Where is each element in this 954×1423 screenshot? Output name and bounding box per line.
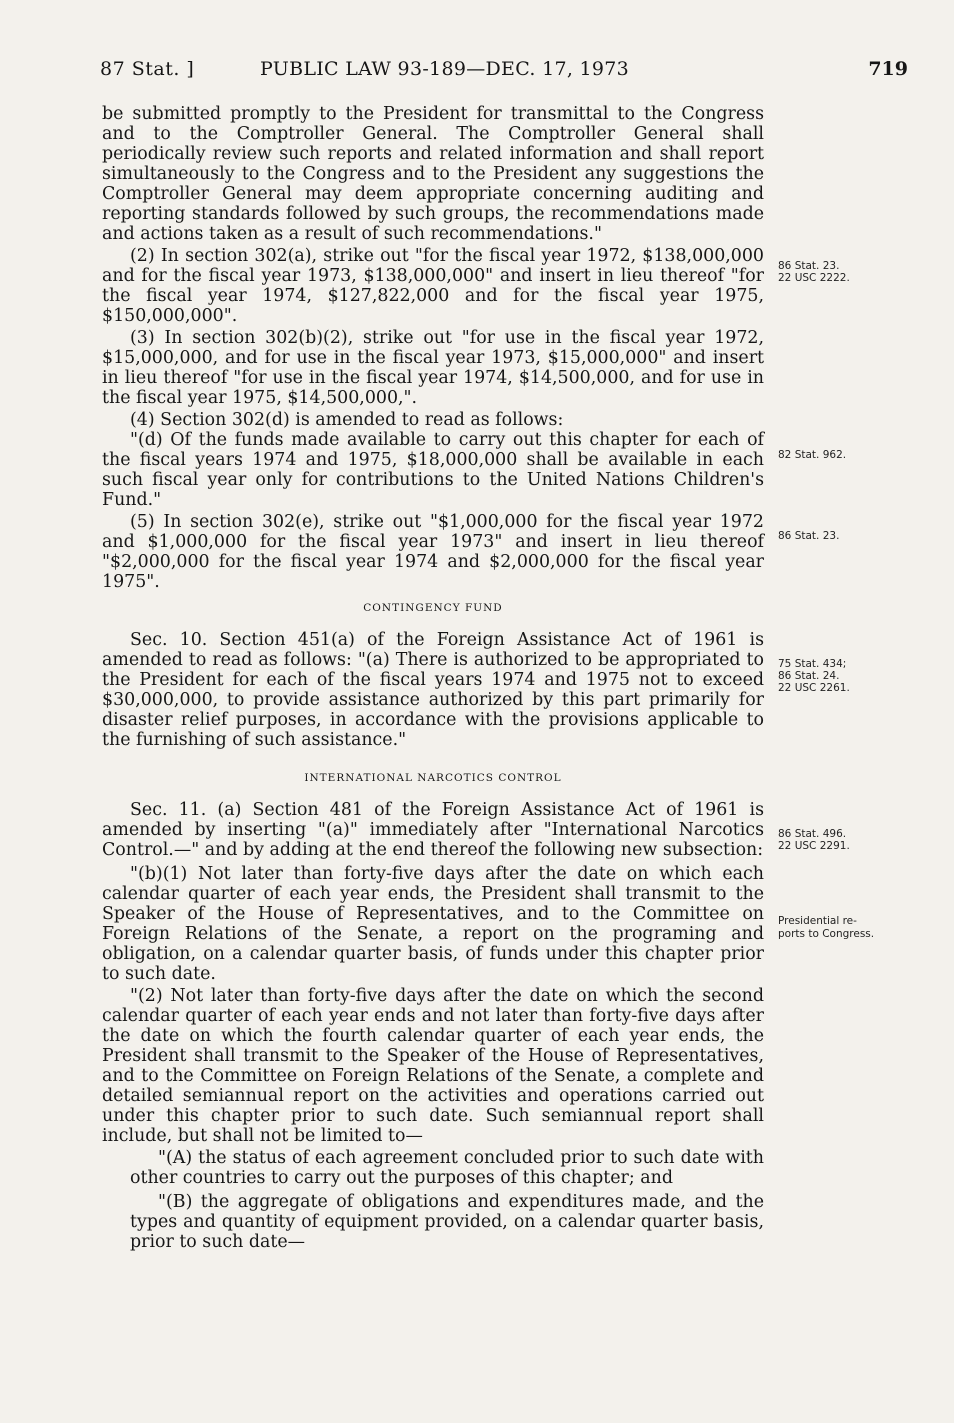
body-text <box>102 104 764 1252</box>
section-10: Sec. 10. Section 451(a) of the Foreign Assistance Act of 1961 is amended to read as follows: "(a) There is authorized to be appropriated to the President for each of the fiscal years 1974 and 1975 not to exceed $30,000,000, to provide assistance authorized by this part primarily for disaster relief purposes, in accordance with the provisions applicable to the furnishing of such assistance." <box>102 630 764 750</box>
heading-international-narcotics-control: INTERNATIONAL NARCOTICS CONTROL <box>304 772 562 784</box>
law-title: PUBLIC LAW 93-189—DEC. 17, 1973 <box>260 58 630 80</box>
margin-note-citation: 86 Stat. 23. <box>778 260 840 272</box>
margin-note-citation: 86 Stat. 496. <box>778 828 847 840</box>
margin-note-citation: 22 USC 2222. <box>778 272 850 284</box>
margin-note-topic: ports to Congress. <box>778 928 875 940</box>
margin-note-citation: 22 USC 2291. <box>778 840 850 852</box>
margin-note-topic: Presidential re- <box>778 915 857 927</box>
margin-note-citation: 22 USC 2261. <box>778 682 850 694</box>
paragraph-subsection-d: "(d) Of the funds made available to carry out this chapter for each of the fiscal years 1974 and 1975, $18,000,000 shall be available in each such fiscal year only for contributions to the United Nations Children's Fund." <box>102 430 764 510</box>
margin-note-citation: 82 Stat. 962. <box>778 449 847 461</box>
page-number: 719 <box>868 58 908 80</box>
heading-contingency-fund: CONTINGENCY FUND <box>363 602 503 614</box>
margin-note-citation: 75 Stat. 434; <box>778 658 847 670</box>
statute-volume: 87 Stat. ] <box>100 58 195 80</box>
paragraph-amendment-4: (4) Section 302(d) is amended to read as follows: <box>130 410 564 430</box>
clause-a: "(A) the status of each agreement concluded prior to such date with other countries to carry out the purposes of this chapter; and <box>130 1148 764 1188</box>
subsection-b-2: "(2) Not later than forty-five days after the date on which the second calendar quarter of each year ends and not later than forty-five days after the date on which the fourth calendar quarter of each year ends, the President shall transmit to the Speaker of the House of Representatives, and to the Committee on Foreign Relations of the Senate, a complete and detailed semiannual report on the activities and operations carried out under this chapter prior to such date. Such semiannual report shall include, but shall not be limited to— <box>102 986 764 1146</box>
paragraph-amendment-2: (2) In section 302(a), strike out "for the fiscal year 1972, $138,000,000 and for the fiscal year 1973, $138,000,000" and insert in lieu thereof "for the fiscal year 1974, $127,822,000 and for the fiscal year 1975, $150,000,000". <box>102 246 764 326</box>
margin-note-citation: 86 Stat. 23. <box>778 530 840 542</box>
clause-b: "(B) the aggregate of obligations and expenditures made, and the types and quantity of equipment provided, on a calendar quarter basis, prior to such date— <box>130 1192 764 1252</box>
subsection-b-1: "(b)(1) Not later than forty-five days after the date on which each calendar quarter of each year ends, the President shall transmit to the Speaker of the House of Representatives, and to the Committee on Foreign Relations of the Senate, a report on the programing and obligation, on a calendar quarter basis, of funds under this chapter prior to such date. <box>102 864 764 984</box>
margin-note-citation: 86 Stat. 24. <box>778 670 840 682</box>
margin-notes <box>778 0 918 1423</box>
paragraph-amendment-3: (3) In section 302(b)(2), strike out "for use in the fiscal year 1972, $15,000,000, and for use in the fiscal year 1973, $15,000,000" and insert in lieu thereof "for use in the fiscal year 1974, $14,500,000, and for use in the fiscal year 1975, $14,500,000,". <box>102 328 764 408</box>
paragraph-continuation: be submitted promptly to the President for transmittal to the Congress and to the Comptroller General. The Comptroller General shall periodically review such reports and related information and shall report simultaneously to the Congress and to the President any suggestions the Comptroller General may deem appropriate concerning auditing and reporting standards followed by such groups, the recommendations made and actions taken as a result of such recommendations." <box>102 104 764 244</box>
paragraph-amendment-5: (5) In section 302(e), strike out "$1,000,000 for the fiscal year 1972 and $1,000,000 for the fiscal year 1973" and insert in lieu thereof "$2,000,000 for the fiscal year 1974 and $2,000,000 for the fiscal year 1975". <box>102 512 764 592</box>
section-11: Sec. 11. (a) Section 481 of the Foreign Assistance Act of 1961 is amended by inserting "(a)" immediately after "International Narcotics Control.—" and by adding at the end thereof the following new subsection: <box>102 800 764 860</box>
